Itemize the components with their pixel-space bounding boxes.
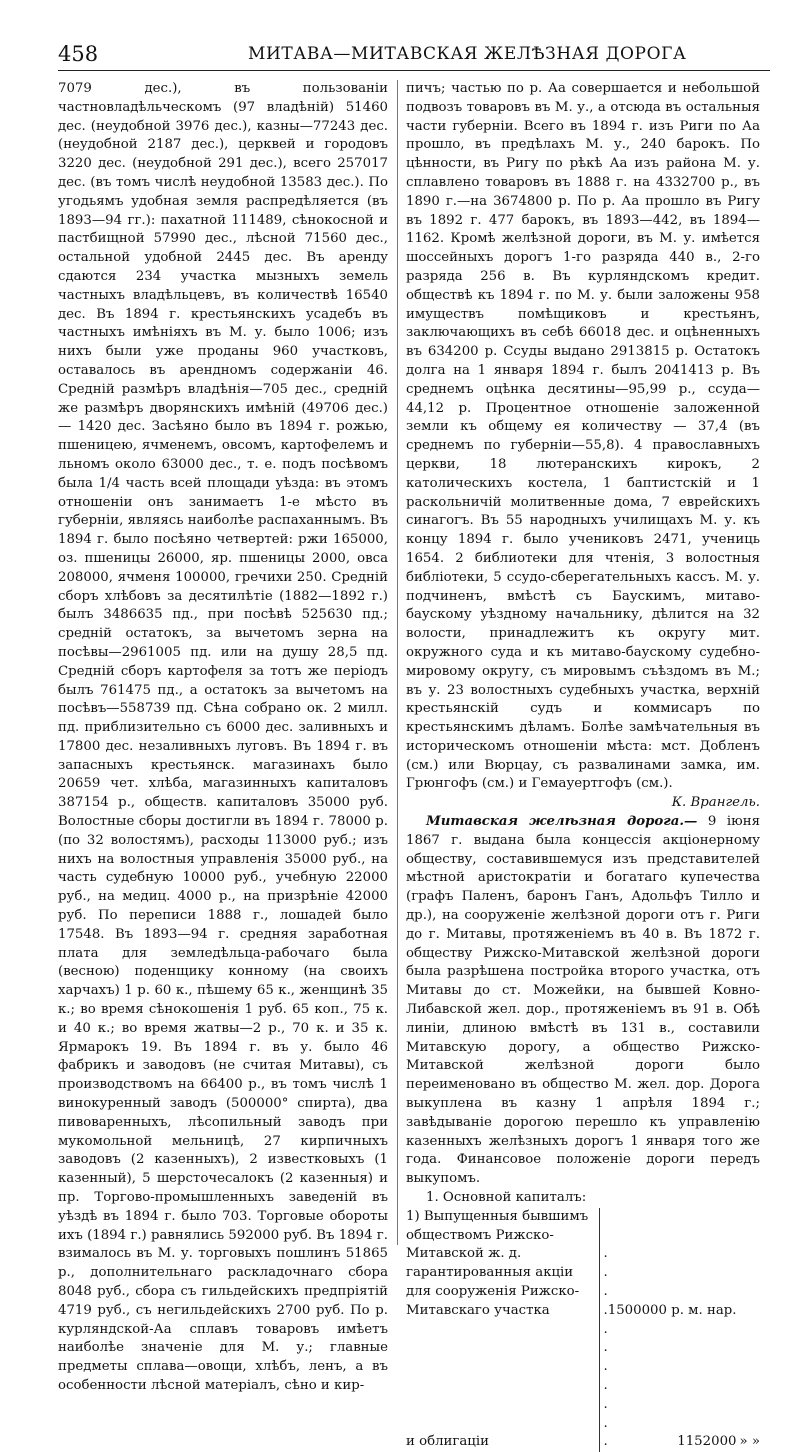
table-row-amount: 1152000 <box>677 1434 737 1450</box>
running-title: МИТАВА—МИТАВСКАЯ ЖЕЛѢЗНАЯ ДОРОГА <box>248 44 687 64</box>
left-column <box>58 80 388 1393</box>
article-heading: Митавская желѣзная дорога.— <box>426 814 698 830</box>
left-column-text: 7079 дес.), въ пользованіи частновладѣльческомъ (97 владѣній) 51460 дес. (неудобной 3976 дес.), казны—77243 дес. (неудобной 2187 дес.), церквей и городовъ 3220 дес. (неудобной 291 дес.), всего 257017 дес. (въ томъ числѣ неудобной 13583 дес.). По угодьямъ удобная земля распредѣляется (въ 1893—94 гг.): пахатной 111489, сѣнокосной и пастбищной 57990 дес., лѣсной 71560 дес., остальной удобной 2445 дес. Въ аренду сдаются 234 участка мызныхъ земель частныхъ владѣльцевъ, въ количествѣ 16540 дес. Въ 1894 г. крестьянскихъ усадебъ въ частныхъ имѣніяхъ въ М. у. было 1006; изъ нихъ были уже проданы 960 участковъ, оставалось въ арендномъ содержаніи 46. Средній размѣръ владѣнія—705 дес., средній же размѣръ дворянскихъ имѣній (49706 дес.) — 1420 дес. Засѣяно было въ 1894 г. рожью, пшеницею, ячменемъ, овсомъ, картофелемъ и льномъ около 63000 дес., т. е. подъ посѣвомъ была 1/4 часть всей площади уѣзда: въ этомъ отношеніи онъ занимаетъ 1-е мѣсто въ губерніи, являясь наиболѣе распаханнымъ. Въ 1894 г. было посѣяно четвертей: ржи 165000, оз. пшеницы 26000, яр. пшеницы 2000, овса 208000, ячменя 100000, гречихи 250. Средній сборъ хлѣбовъ за десятилѣтіе (1882—1892 г.) былъ 3486635 пд., при посѣвѣ 525630 пд.; средній остатокъ, за вычетомъ зерна на посѣвы—2961005 пд. или на душу 28,5 пд. Средній сборъ картофеля за тотъ же періодъ былъ 761475 пд., а остатокъ за вычетомъ на посѣвъ—558739 пд. Сѣна собрано ок. 2 милл. пд. приблизительно съ 6000 дес. заливныхъ и 17800 дес. незаливныхъ луговъ. Въ 1894 г. въ запасныхъ крестьянск. магазинахъ было 20659 чет. хлѣба, магазинныхъ капиталовъ 387154 р., обществ. капиталовъ 35000 руб. Волостные сборы достигли въ 1894 г. 78000 р. (по 32 волостямъ), расходы 113000 руб.; изъ нихъ на волостныя управленія 35000 руб., на часть судебную 10000 руб., учебную 22000 руб., на медиц. 4000 р., на призрѣніе 42000 руб. По переписи 1888 г., лошадей было 17548. Въ 1893—94 г. средняя заработная плата для земледѣльца-рабочаго была (весною) поденщику конному (на своихъ харчахъ) 1 р. 60 к., пѣшему 65 к., женщинѣ 35 к.; во время сѣнокошенія 1 руб. 65 коп., 75 к. и 40 к.; во время жатвы—2 р., 70 к. и 35 к. Ярмарокъ 19. Въ 1894 г. въ у. было 46 фабрикъ и заводовъ (не считая Митавы), съ производствомъ на 66400 р., въ томъ числѣ 1 винокуренный заводъ (500000° спирта), два пивоваренныхъ, лѣсопильный заводъ при мукомольной мельницѣ, 27 кирпичныхъ заводовъ (2 казенныхъ), 2 известковыхъ (1 казенный), 5 шерсточесалокъ (2 казенныя) и пр. Торгово-промышленныхъ заведеній въ уѣздѣ въ 1894 г. было 703. Торговые обороты ихъ (1894 г.) равнялись 592000 руб. Въ 1894 г. взималось въ М. у. торговыхъ пошлинъ 51865 р., дополнительнаго раскладочнаго сбора 8048 руб., сбора съ гильдейскихъ предпріятій 4719 руб., съ негильдейскихъ 2700 руб. По р. курляндской-Аа сплавъ товаровъ имѣетъ наиболѣе значеніе для М. у.; главные предметы сплава—овощи, хлѣбъ, ленъ, а въ особенности лѣсной матеріалъ, сѣно и кир- <box>58 81 388 1393</box>
column-divider <box>397 80 398 1245</box>
table-row-unit <box>737 1208 761 1321</box>
right-column-continuation: пичъ; частью по р. Аа совершается и небольшой подвозъ товаровъ въ М. у., а отсюда въ остальныя части губерніи. Всего въ 1894 г. изъ Риги по Аа прошло, въ предѣлахъ М. у., 240 барокъ. По цѣнности, въ Ригу по рѣкѣ Аа изъ района М. у. сплавлено товаровъ въ 1888 г. на 4332700 р., въ 1890 г.—на 3674800 р. По р. Аа прошло въ Ригу въ 1892 г. 477 барокъ, въ 1893—442, въ 1894—1162. Кромѣ желѣзной дороги, въ М. у. имѣется шоссейныхъ дорогъ 1-го разряда 440 в., 2-го разряда 256 в. Въ курляндскомъ кредит. обществѣ къ 1894 г. по М. у. были заложены 958 имуществъ помѣщиковъ и крестьянъ, заключающихъ въ себѣ 66018 дес. и оцѣненныхъ въ 634200 р. Ссуды выдано 2913815 р. Остатокъ долга на 1 января 1894 г. былъ 2041413 р. Въ среднемъ оцѣнка десятины—95,99 р., ссуда—44,12 р. Процентное отношеніе заложенной земли къ общему ея количеству — 37,4 (въ среднемъ по губерніи—55,8). 4 православныхъ церкви, 18 лютеранскихъ кирокъ, 2 католическихъ костела, 1 баптистскій и 1 раскольничій молитвенные дома, 7 еврейскихъ синагогъ. Въ 55 народныхъ училищахъ М. у. къ концу 1894 г. было учениковъ 2471, учениць 1654. 2 библиотеки для чтенія, 3 волостныя библіотеки, 5 ссудо-сберегательныхъ кассъ. М. у. подчиненъ, вмѣстѣ съ Бауcкимъ, митаво-бауcкому уѣздному начальнику, дѣлится на 32 волости, принадлежитъ къ округу мит. окружного суда и къ митаво-баускому судебно-мировому округу, съ мировымъ съѣздомъ въ М.; въ у. 23 волостныхъ судебныхъ участка, верхній крестьянскій судъ и коммисаръ по крестьянскимъ дѣламъ. Болѣе замѣчательныя въ историческомъ отношеніи мѣста: мст. Добленъ (см.) или Вюрцау, съ развалинами замка, им. Грюнгофъ (см.) и Гемауертгофъ (см.). <box>406 81 760 792</box>
article-paragraph <box>406 813 760 1189</box>
table-row <box>406 1208 760 1321</box>
right-column <box>406 80 760 1450</box>
capital-table <box>406 1208 760 1452</box>
table-row-description: 1) Выпущенныя бывшимъ обществомъ Рижско-Митавской ж. д. гарантированныя акціи для сооруженія Рижско-Митавскаго участка <box>406 1208 599 1321</box>
author-signature: К. Врангель. <box>671 795 760 811</box>
table-row-description: и облигаціи <box>406 1321 599 1452</box>
article-text: 9 іюня 1867 г. выдана была концессія акціонерному обществу, составившемуся изъ представителей мѣстной аристократіи и богатаго купечества (графъ Паленъ, баронъ Ганъ, Адольфъ Тилло и др.), на сооруженіе желѣзной дороги отъ г. Риги до г. Митавы, протяженіемъ въ 40 в. Въ 1872 г. обществу Рижско-Митавской желѣзной дороги была разрѣшена постройка второго участка, отъ Митавы до ст. Можейки, на бывшей Ковно-Либавской жел. дор., протяженіемъ въ 91 в. Обѣ линіи, длиною вмѣстѣ въ 131 в., составили Митавскую дорогу, а общество Рижско-Митавской желѣзной дороги было переименовано въ общество М. жел. дор. Дорога выкуплена въ казну 1 апрѣля 1894 г.; завѣдываніе дорогою перешло къ управленію казенныхъ желѣзныхъ дорогъ 1 января того же года. Финансовое положеніе дороги передъ выкупомъ. <box>406 814 760 1187</box>
table-row-unit: » » <box>739 1434 760 1450</box>
page-header <box>58 40 770 71</box>
table-row-amount: 1500000 р. м. нар. <box>607 1302 737 1318</box>
page-number: 458 <box>58 42 99 66</box>
table-row-dots: . . . . . . . <box>603 1321 608 1450</box>
section-title: 1. Основной капиталъ: <box>426 1190 587 1206</box>
table-row-dots: . . . . <box>603 1246 608 1318</box>
table-row <box>406 1321 760 1452</box>
